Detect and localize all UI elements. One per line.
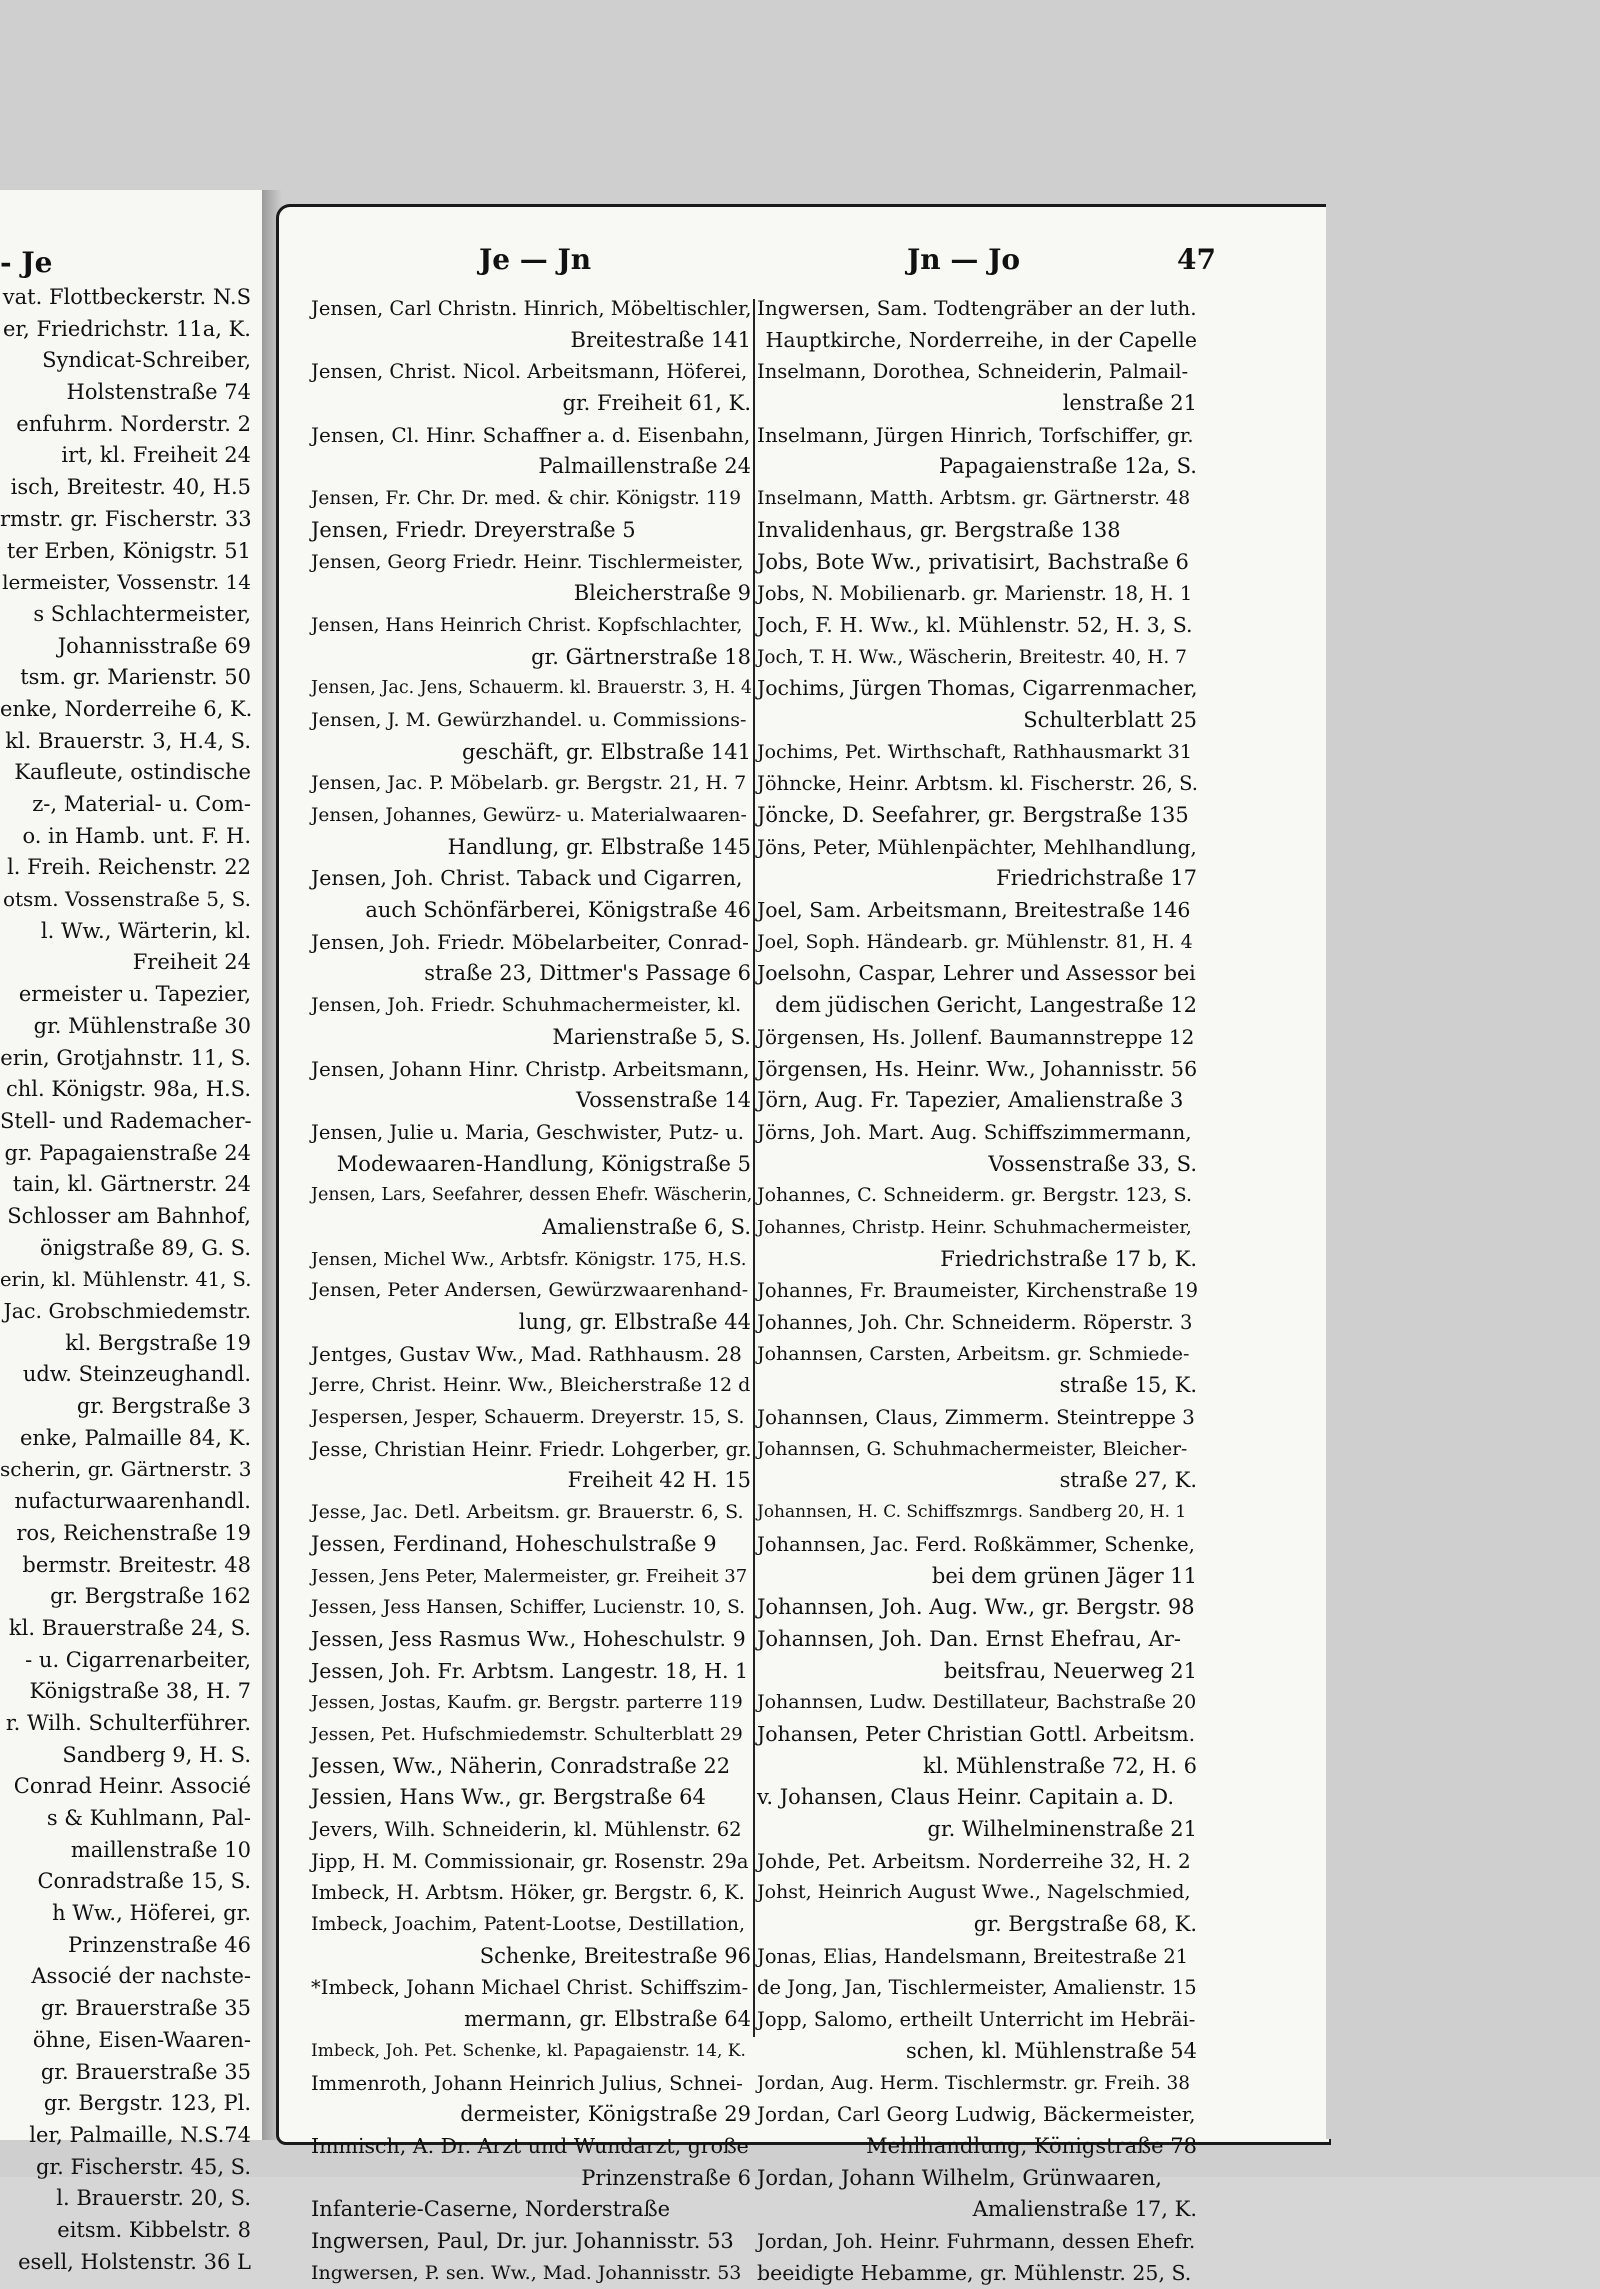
directory-entry-line: Jöncke, D. Seefahrer, gr. Bergstraße 135 xyxy=(757,803,1189,827)
directory-entry-line: Jensen, Friedr. Dreyerstraße 5 xyxy=(311,517,636,542)
directory-entry-line: auch Schönfärberei, Königstraße 46 xyxy=(365,898,751,923)
directory-entry-line: straße 27, K. xyxy=(1059,1468,1197,1493)
directory-entry-line: önigstraße 89, G. S. xyxy=(40,1235,251,1260)
directory-entry-line: Johannes, Christp. Heinr. Schuhmachermeister, xyxy=(757,1216,1192,1238)
previous-page-lines xyxy=(0,282,255,2278)
directory-entry-line: v. Johansen, Claus Heinr. Capitain a. D. xyxy=(757,1785,1175,1810)
directory-entry-line: Jessien, Hans Ww., gr. Bergstraße 64 xyxy=(311,1785,706,1810)
directory-entry-line: Jopp, Salomo, ertheilt Unterricht im Hebräi- xyxy=(757,2008,1196,2032)
directory-entry-line: kl. Bergstraße 19 xyxy=(65,1330,251,1355)
directory-entry-line: Jöns, Peter, Mühlenpächter, Mehlhandlung, xyxy=(757,834,1197,859)
directory-entry-line: Johannisstraße 69 xyxy=(57,633,251,658)
directory-entry-line: Jessen, Ferdinand, Hoheschulstraße 9 xyxy=(311,1531,717,1556)
directory-entry-line: Jessen, Ww., Näherin, Conradstraße 22 xyxy=(311,1753,731,1778)
directory-entry-line: - u. Cigarrenarbeiter, xyxy=(25,1647,251,1672)
directory-entry-line: Marienstraße 5, S. xyxy=(552,1024,751,1049)
directory-entry-line: Amalienstraße 17, K. xyxy=(972,2197,1197,2222)
directory-entry-line: Immisch, A. Dr. Arzt und Wundarzt, große xyxy=(311,2133,749,2158)
directory-entry-line: Jesse, Jac. Detl. Arbeitsm. gr. Brauerstr. 6, S. xyxy=(311,1501,744,1524)
directory-entry-line: gr. Bergstraße 68, K. xyxy=(973,1912,1197,1937)
directory-entry-line: Jörgensen, Hs. Heinr. Ww., Johannisstr. 56 xyxy=(757,1056,1198,1081)
directory-entry-line: Jensen, Cl. Hinr. Schaffner a. d. Eisenbahn, xyxy=(311,422,751,447)
directory-entry-line: Vossenstraße 14 xyxy=(575,1088,751,1113)
directory-entry-line: Vossenstraße 33, S. xyxy=(988,1151,1197,1176)
directory-entry-line: Jensen, J. M. Gewürzhandel. u. Commissions- xyxy=(311,708,747,731)
directory-entry-line: gr. Brauerstraße 35 xyxy=(40,2059,251,2084)
directory-entry-line: Freiheit 24 xyxy=(132,950,251,975)
directory-entry-line: Jensen, Carl Christn. Hinrich, Möbeltischler, xyxy=(311,297,752,320)
directory-entry-line: Ingwersen, P. sen. Ww., Mad. Johannisstr. 53 xyxy=(311,2261,742,2284)
directory-entry-line: Ingwersen, Sam. Todtengräber an der luth. xyxy=(757,296,1197,320)
directory-entry-line: Johansen, Peter Christian Gottl. Arbeitsm. xyxy=(757,1721,1196,1746)
directory-entry-line: nufacturwaarenhandl. xyxy=(14,1489,251,1514)
directory-entry-line: gr. Wilhelminenstraße 21 xyxy=(927,1817,1197,1841)
directory-entry-line: Johannes, Fr. Braumeister, Kirchenstraße 19 xyxy=(757,1279,1199,1303)
directory-entry-line: beeidigte Hebamme, gr. Mühlenstr. 25, S. xyxy=(757,2260,1192,2285)
directory-entry-line: Johannsen, G. Schuhmachermeister, Bleicher- xyxy=(757,1438,1188,1460)
directory-entry-line: Friedrichstraße 17 xyxy=(996,866,1197,891)
directory-entry-line: bei dem grünen Jäger 11 xyxy=(931,1563,1197,1588)
directory-entry-line: Jöhncke, Heinr. Arbtsm. kl. Fischerstr. 26, S. xyxy=(757,772,1198,796)
directory-entry-line: kl. Mühlenstraße 72, H. 6 xyxy=(922,1753,1197,1778)
directory-entry-line: Infanterie-Caserne, Norderstraße xyxy=(311,2197,671,2222)
directory-entry-line: h Ww., Höferei, gr. xyxy=(52,1901,251,1926)
directory-entry-line: Stell- und Rademacher- xyxy=(0,1108,252,1133)
directory-entry-line: Amalienstraße 6, S. xyxy=(542,1214,751,1239)
directory-entry-line: Jensen, Jac. P. Möbelarb. gr. Bergstr. 21, H. 7 xyxy=(311,772,747,795)
directory-entry-line: isch, Breitestr. 40, H.5 xyxy=(10,475,251,500)
directory-entry-line: Sandberg 9, H. S. xyxy=(62,1742,251,1767)
directory-entry-line: l. Brauerstr. 20, S. xyxy=(56,2186,251,2211)
directory-entry-line: straße 23, Dittmer's Passage 6 xyxy=(424,961,751,986)
directory-entry-line: Joelsohn, Caspar, Lehrer und Assessor bei xyxy=(757,961,1196,986)
directory-entry-line: Johannsen, Ludw. Destillateur, Bachstraße 20 xyxy=(757,1691,1197,1714)
directory-entry-line: de Jong, Jan, Tischlermeister, Amalienstr. 15 xyxy=(757,1976,1197,2000)
directory-entry-line: Jensen, Peter Andersen, Gewürzwaarenhand- xyxy=(311,1279,749,1302)
directory-entry-line: Jensen, Johannes, Gewürz- u. Materialwaaren- xyxy=(311,805,747,826)
directory-entry-line: ter Erben, Königstr. 51 xyxy=(6,538,251,563)
directory-entry-line: Prinzenstraße 46 xyxy=(67,1932,251,1957)
directory-entry-line: Holstenstraße 74 xyxy=(66,380,251,405)
directory-entry-line: Johannsen, Joh. Dan. Ernst Ehefrau, Ar- xyxy=(757,1626,1181,1651)
directory-entry-line: Jensen, Hans Heinrich Christ. Kopfschlachter, xyxy=(311,614,743,636)
directory-entry-line: udw. Steinzeughandl. xyxy=(22,1362,251,1387)
directory-entry-line: gr. Gärtnerstraße 18 xyxy=(531,644,751,669)
directory-entry-line: beitsfrau, Neuerweg 21 xyxy=(943,1658,1197,1683)
directory-entry-line: Jespersen, Jesper, Schauerm. Dreyerstr. 15, S. xyxy=(311,1407,745,1429)
directory-entry-line: enfuhrm. Norderstr. 2 xyxy=(16,411,251,436)
directory-entry-line: Jensen, Michel Ww., Arbtsfr. Königstr. 175, H.S. xyxy=(311,1248,747,1270)
directory-entry-line: gr. Papagaienstraße 24 xyxy=(4,1140,251,1165)
previous-page-header: - Je xyxy=(0,246,53,279)
directory-entry-line: Johde, Pet. Arbeitsm. Norderreihe 32, H. 2 xyxy=(757,1848,1191,1873)
directory-entry-line: lung, gr. Elbstraße 44 xyxy=(518,1310,751,1334)
directory-entry-line: Johannsen, Claus, Zimmerm. Steintreppe 3 xyxy=(757,1405,1195,1430)
directory-entry-line: *Imbeck, Johann Michael Christ. Schiffszim- xyxy=(311,1976,749,2000)
directory-entry-line: Jonas, Elias, Handelsmann, Breitestraße 21 xyxy=(757,1944,1189,1968)
directory-entry-line: Jörgensen, Hs. Jollenf. Baumannstreppe 12 xyxy=(757,1024,1195,1049)
directory-entry-line: tsm. gr. Marienstr. 50 xyxy=(20,665,251,690)
directory-entry-line: Mehlhandlung, Königstraße 78 xyxy=(866,2133,1197,2158)
page-header xyxy=(279,243,1329,283)
directory-entry-line: Jensen, Lars, Seefahrer, dessen Ehefr. Wäscherin, xyxy=(311,1185,753,1206)
directory-entry-line: Jessen, Pet. Hufschmiedemstr. Schulterblatt 29 xyxy=(311,1723,743,1745)
directory-entry-line: Jentges, Gustav Ww., Mad. Rathhausm. 28 xyxy=(311,1341,742,1366)
directory-entry-line: chl. Königstr. 98a, H.S. xyxy=(6,1077,251,1102)
directory-entry-line: Friedrichstraße 17 b, K. xyxy=(940,1246,1197,1271)
directory-entry-line: Conrad Heinr. Associé xyxy=(13,1774,251,1799)
previous-page-fragment xyxy=(0,190,265,2274)
directory-entry-line: Jessen, Jess Hansen, Schiffer, Lucienstr. 10, S. xyxy=(311,1597,745,1619)
directory-entry-line: Johannes, Joh. Chr. Schneiderm. Röperstr. 3 xyxy=(757,1311,1193,1334)
directory-entry-line: s & Kuhlmann, Pal- xyxy=(46,1806,251,1830)
directory-entry-line: Schulterblatt 25 xyxy=(1023,707,1197,732)
directory-entry-line: Jobs, Bote Ww., privatisirt, Bachstraße 6 xyxy=(757,549,1189,574)
directory-page xyxy=(276,204,1331,2285)
directory-entry-line: gr. Bergstraße 3 xyxy=(76,1394,251,1419)
directory-entry-line: Johst, Heinrich August Wwe., Nagelschmied, xyxy=(757,1881,1191,1904)
directory-entry-line: Jensen, Joh. Christ. Taback und Cigarren, xyxy=(311,866,743,891)
directory-entry-line: Modewaaren-Handlung, Königstraße 5 xyxy=(336,1151,751,1176)
directory-entry-line: Handlung, gr. Elbstraße 145 xyxy=(447,834,751,859)
directory-entry-line: gr. Mühlenstraße 30 xyxy=(33,1013,251,1038)
directory-entry-line: Johannsen, Jac. Ferd. Roßkämmer, Schenke, xyxy=(757,1532,1195,1556)
directory-entry-line: gr. Bergstr. 123, Pl. xyxy=(43,2091,251,2116)
directory-entry-line: Jochims, Jürgen Thomas, Cigarrenmacher, xyxy=(757,676,1198,701)
directory-entry-line: Breitestraße 141 xyxy=(570,327,751,352)
directory-entry-line: Jevers, Wilh. Schneiderin, kl. Mühlenstr. 62 xyxy=(311,1818,742,1841)
directory-entry-line: Associé der nachste- xyxy=(31,1964,251,1989)
directory-entry-line: maillenstraße 10 xyxy=(70,1837,251,1862)
directory-entry-line: gr. Freiheit 61, K. xyxy=(562,391,751,416)
directory-entry-line: vat. Flottbeckerstr. N.S xyxy=(2,285,251,309)
directory-entry-line: Inselmann, Jürgen Hinrich, Torfschiffer, gr. xyxy=(757,422,1194,447)
directory-entry-line: Joch, F. H. Ww., kl. Mühlenstr. 52, H. 3, S. xyxy=(757,612,1193,637)
header-right-range: Jn — Jo xyxy=(907,243,1021,276)
directory-entry-line: kl. Brauerstr. 3, H.4, S. xyxy=(5,728,251,753)
directory-entry-line: r. Wilh. Schulterführer. xyxy=(5,1710,251,1735)
directory-entry-line: Johannsen, H. C. Schiffszmrgs. Sandberg 20, H. 1 xyxy=(757,1502,1187,1523)
directory-entry-line: Jörns, Joh. Mart. Aug. Schiffszimmermann, xyxy=(757,1119,1192,1144)
directory-entry-line: Jordan, Carl Georg Ludwig, Bäckermeister, xyxy=(757,2102,1196,2127)
directory-entry-line: Jessen, Jens Peter, Malermeister, gr. Freiheit 37 xyxy=(311,1565,748,1587)
directory-entry-line: Jordan, Johann Wilhelm, Grünwaaren, xyxy=(757,2165,1162,2190)
directory-entry-line: l. Ww., Wärterin, kl. xyxy=(40,918,251,943)
directory-entry-line: erin, Grotjahnstr. 11, S. xyxy=(0,1045,251,1070)
directory-entry-line: gr. Fischerstr. 45, S. xyxy=(35,2154,251,2179)
directory-entry-line: er, Friedrichstr. 11a, K. xyxy=(2,316,251,341)
directory-entry-line: Jensen, Fr. Chr. Dr. med. & chir. Königstr. 119 xyxy=(311,488,742,510)
directory-entry-line: Königstraße 38, H. 7 xyxy=(29,1679,251,1704)
directory-entry-line: Prinzenstraße 6 xyxy=(581,2165,751,2190)
directory-entry-line: Jobs, N. Mobilienarb. gr. Marienstr. 18, H. 1 xyxy=(757,582,1193,606)
header-left-range: Je — Jn xyxy=(479,243,592,276)
directory-entry-line: esell, Holstenstr. 36 L xyxy=(18,2249,251,2274)
directory-entry-line: Johannsen, Joh. Aug. Ww., gr. Bergstr. 98 xyxy=(757,1595,1195,1620)
directory-entry-line: Joel, Sam. Arbeitsmann, Breitestraße 146 xyxy=(757,898,1191,923)
column-divider xyxy=(753,299,755,2037)
directory-entry-line: Kaufleute, ostindische xyxy=(14,760,251,785)
right-column xyxy=(757,293,1197,2289)
directory-entry-line: straße 15, K. xyxy=(1059,1373,1197,1398)
directory-entry-line: Schenke, Breitestraße 96 xyxy=(479,1943,751,1968)
directory-entry-line: enke, Palmaille 84, K. xyxy=(20,1425,251,1450)
directory-entry-line: eitsm. Kibbelstr. 8 xyxy=(57,2217,251,2242)
directory-entry-line: lenstraße 21 xyxy=(1062,391,1197,416)
directory-entry-line: Invalidenhaus, gr. Bergstraße 138 xyxy=(757,517,1121,542)
directory-entry-line: Palmaillenstraße 24 xyxy=(538,454,751,479)
page-number: 47 xyxy=(1177,243,1216,276)
directory-entry-line: kl. Brauerstraße 24, S. xyxy=(8,1615,251,1640)
left-column xyxy=(311,293,751,2289)
directory-entry-line: Jessen, Jostas, Kaufm. gr. Bergstr. parterre 119 xyxy=(311,1692,743,1714)
directory-entry-line: lermeister, Vossenstr. 14 xyxy=(2,570,251,595)
directory-entry-line: Jac. Grobschmiedemstr. xyxy=(3,1299,251,1323)
directory-entry-line: ros, Reichenstraße 19 xyxy=(16,1520,251,1545)
directory-entry-line: Inselmann, Matth. Arbtsm. gr. Gärtnerstr. 48 xyxy=(757,487,1191,510)
directory-entry-line: Syndicat-Schreiber, xyxy=(42,348,251,373)
directory-entry-line: l. Freih. Reichenstr. 22 xyxy=(7,855,251,880)
directory-entry-line: irt, kl. Freiheit 24 xyxy=(61,443,251,468)
directory-entry-line: schen, kl. Mühlenstraße 54 xyxy=(905,2038,1197,2063)
directory-entry-line: Jordan, Joh. Heinr. Fuhrmann, dessen Ehefr. xyxy=(757,2229,1196,2253)
directory-entry-line: Jessen, Joh. Fr. Arbtsm. Langestr. 18, H. 1 xyxy=(311,1658,749,1683)
directory-entry-line: Johannsen, Carsten, Arbeitsm. gr. Schmiede- xyxy=(757,1342,1190,1365)
directory-entry-line: Jensen, Georg Friedr. Heinr. Tischlermeister, xyxy=(311,550,744,573)
directory-entry-line: Jensen, Johann Hinr. Christp. Arbeitsmann, xyxy=(311,1056,750,1081)
directory-entry-line: Jochims, Pet. Wirthschaft, Rathhausmarkt 31 xyxy=(757,740,1192,763)
directory-entry-line: Hauptkirche, Norderreihe, in der Capelle xyxy=(765,327,1197,352)
directory-entry-line: Ingwersen, Paul, Dr. jur. Johannisstr. 53 xyxy=(311,2228,734,2253)
directory-entry-line: Jessen, Jess Rasmus Ww., Hoheschulstr. 9 xyxy=(311,1626,746,1651)
directory-entry-line: dermeister, Königstraße 29 xyxy=(460,2102,751,2127)
directory-entry-line: Jensen, Joh. Friedr. Schuhmachermeister, kl. xyxy=(311,994,742,1017)
directory-entry-line: gr. Bergstraße 162 xyxy=(50,1584,251,1609)
directory-entry-line: Jensen, Julie u. Maria, Geschwister, Putz- u. xyxy=(311,1120,744,1144)
directory-entry-line: Johannes, C. Schneiderm. gr. Bergstr. 123, S. xyxy=(757,1184,1193,1207)
directory-entry-line: Imbeck, Joachim, Patent-Lootse, Destillation, xyxy=(311,1913,746,1936)
directory-entry-line: enke, Norderreihe 6, K. xyxy=(0,696,253,721)
directory-entry-line: rmstr. gr. Fischerstr. 33 xyxy=(0,506,252,531)
directory-entry-line: Jordan, Aug. Herm. Tischlermstr. gr. Freih. 38 xyxy=(757,2072,1191,2094)
directory-entry-line: erin, kl. Mühlenstr. 41, S. xyxy=(0,1268,252,1292)
directory-entry-line: s Schlachtermeister, xyxy=(33,601,251,626)
directory-entry-line: z-, Material- u. Com- xyxy=(32,792,251,816)
directory-entry-line: bermstr. Breitestr. 48 xyxy=(22,1552,251,1577)
directory-entry-line: Conradstraße 15, S. xyxy=(37,1869,251,1894)
directory-entry-line: gr. Brauerstraße 35 xyxy=(40,1996,251,2021)
directory-entry-line: scherin, gr. Gärtnerstr. 3 xyxy=(0,1457,252,1482)
directory-entry-line: öhne, Eisen-Waaren- xyxy=(32,2027,251,2052)
directory-entry-line: Bleicherstraße 9 xyxy=(573,581,751,606)
directory-entry-line: Joel, Soph. Händearb. gr. Mühlenstr. 81, H. 4 xyxy=(757,930,1193,953)
directory-entry-line: Jensen, Jac. Jens, Schauerm. kl. Brauerstr. 3, H. 4 xyxy=(311,678,753,699)
directory-entry-line: geschäft, gr. Elbstraße 141 xyxy=(461,739,751,764)
directory-entry-line: Joch, T. H. Ww., Wäscherin, Breitestr. 40, H. 7 xyxy=(757,646,1187,668)
directory-entry-line: Inselmann, Dorothea, Schneiderin, Palmail- xyxy=(757,360,1189,384)
directory-entry-line: tain, kl. Gärtnerstr. 24 xyxy=(12,1172,251,1197)
directory-entry-line: o. in Hamb. unt. F. H. xyxy=(22,823,251,848)
directory-entry-line: Imbeck, H. Arbtsm. Höker, gr. Bergstr. 6, K. xyxy=(311,1881,745,1905)
directory-entry-line: Immenroth, Johann Heinrich Julius, Schnei- xyxy=(311,2071,743,2095)
directory-entry-line: ermeister u. Tapezier, xyxy=(18,982,251,1007)
directory-entry-line: Schlosser am Bahnhof, xyxy=(7,1203,251,1228)
directory-entry-line: Jipp, H. M. Commissionair, gr. Rosenstr. 29a xyxy=(311,1849,749,1873)
directory-entry-line: otsm. Vossenstraße 5, S. xyxy=(2,887,251,912)
directory-entry-line: Freiheit 42 H. 15 xyxy=(567,1468,751,1493)
directory-entry-line: Jesse, Christian Heinr. Friedr. Lohgerber, gr. xyxy=(311,1437,752,1461)
scan-margin xyxy=(1326,204,1600,2139)
directory-entry-line: Jörn, Aug. Fr. Tapezier, Amalienstraße 3 xyxy=(757,1088,1184,1113)
directory-entry-line: Jensen, Joh. Friedr. Möbelarbeiter, Conrad- xyxy=(311,929,749,954)
directory-entry-line: Jerre, Christ. Heinr. Ww., Bleicherstraße 12 d xyxy=(311,1374,751,1397)
directory-entry-line: dem jüdischen Gericht, Langestraße 12 xyxy=(775,993,1197,1018)
directory-entry-line: Papagaienstraße 12a, S. xyxy=(938,454,1197,479)
directory-entry-line: Jensen, Christ. Nicol. Arbeitsmann, Höferei, xyxy=(311,360,748,384)
directory-entry-line: mermann, gr. Elbstraße 64 xyxy=(464,2007,751,2032)
directory-entry-line: Imbeck, Joh. Pet. Schenke, kl. Papagaienstr. 14, K. xyxy=(311,2040,746,2061)
directory-entry-line: ler, Palmaille, N.S.74 xyxy=(29,2122,251,2147)
